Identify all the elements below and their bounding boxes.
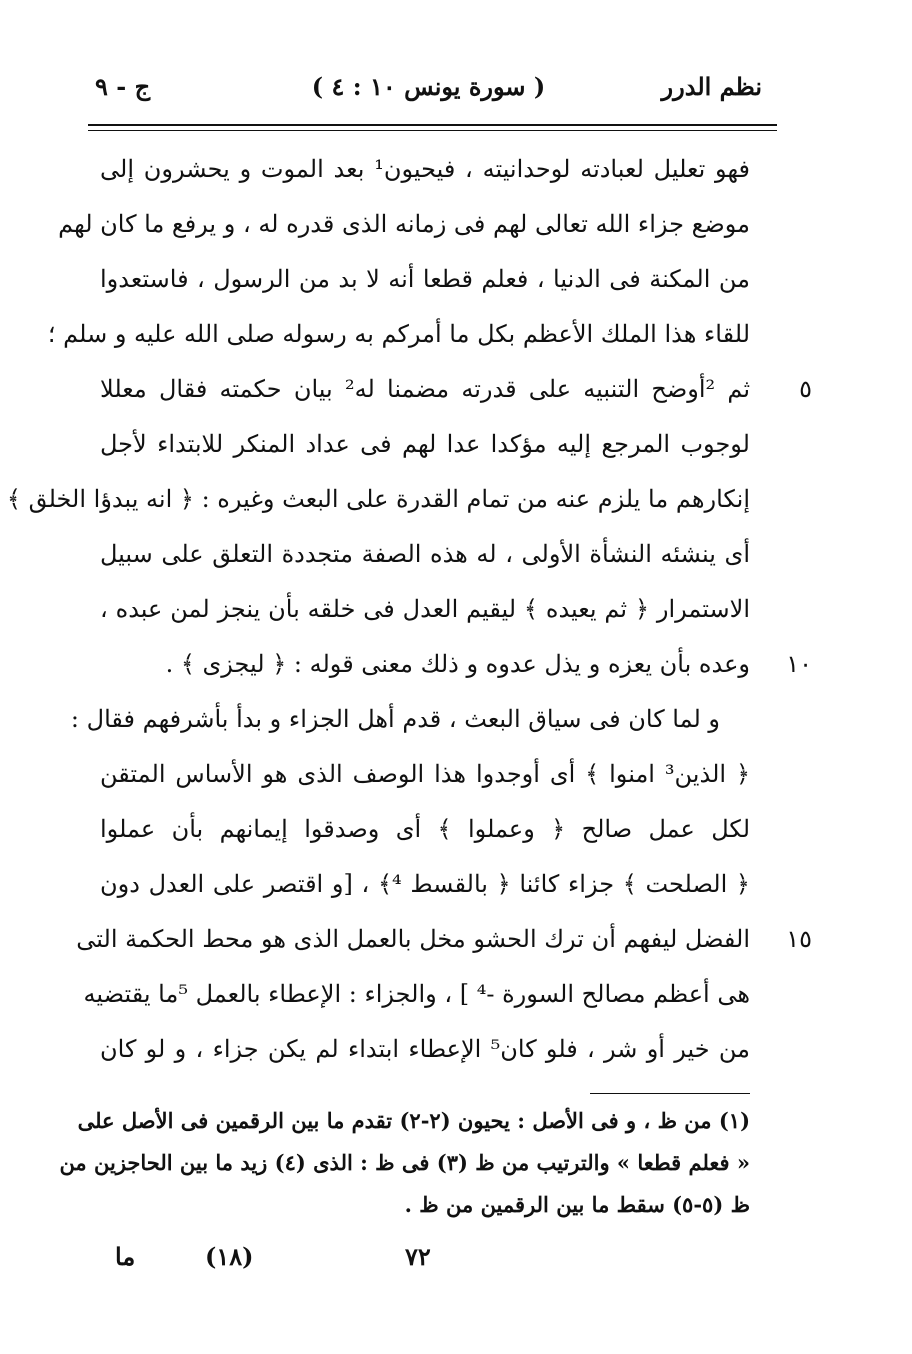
signature-mark: (١٨) [205,1242,254,1271]
text-line: الفضل ليفهم أن ترك الحشو مخل بالعمل الذى هو محط الحكمة التى ١٥ [100,912,750,967]
footnote-line: (١) من ظ ، و فى الأصل : يحيون (٢-٢) تقدم ما بين الرقمين فى الأصل على [77,1108,750,1133]
text-line: لوجوب المرجع إليه مؤكدا عدا لهم فى عداد المنكر للابتداء لأجل [100,430,750,458]
text-line: من خير أو شر ، فلو كان⁵ الإعطاء ابتداء لم يكن جزاء ، و لو كان [100,1035,750,1063]
text-line: موضع جزاء الله تعالى لهم فى زمانه الذى قدره له ، و يرفع ما كان لهم [58,210,750,238]
text-line: ثم ²أوضح التنبيه على قدرته مضمنا له² بيان حكمته فقال معللا ٥ [100,362,750,417]
line-number: ٥ [799,375,812,403]
text-line: أى ينشئه النشأة الأولى ، له هذه الصفة متجددة التعلق على سبيل [100,540,750,568]
line-number: ١٥ [786,925,812,953]
main-text [6,142,812,1077]
text-line: وعده بأن يعزه و يذل عدوه و ذلك معنى قوله : ﴿ ليجزى ﴾ . ١٠ [100,637,750,692]
text-line: هى أعظم مصالح السورة -⁴ ] ، والجزاء : الإعطاء بالعمل ⁵ما يقتضيه [83,980,750,1008]
header-rule-thick [88,124,777,126]
footnote-line: « فعلم قطعا » والترتيب من ظ (٣) فى ظ : الذى (٤) زيد ما بين الحاجزين من [59,1150,750,1175]
text-line: ﴿ الصلحت ﴾ جزاء كائنا ﴿ بالقسط ⁴﴾ ، [و اقتصر على العدل دون [100,870,750,898]
footnote-rule [590,1093,750,1094]
text-line: لكل عمل صالح ﴿ وعملوا ﴾ أى وصدقوا إيمانهم بأن عملوا [100,815,751,843]
volume-label: ج - ٩ [95,72,151,101]
text-line: للقاء هذا الملك الأعظم بكل ما أمركم به رسوله صلى الله عليه و سلم ؛ [47,320,750,348]
text-line: من المكنة فى الدنيا ، فعلم قطعا أنه لا بد من الرسول ، فاستعدوا [100,265,750,293]
text-line: الاستمرار ﴿ ثم يعيده ﴾ ليقيم العدل فى خلقه بأن ينجز لمن عبده ، [100,595,751,623]
text-line: ﴿ الذين³ امنوا ﴾ أى أوجدوا هذا الوصف الذى هو الأساس المتقن [100,760,751,788]
text-line: فهو تعليل لعبادته لوحدانيته ، فيحيون¹ بعد الموت و يحشرون إلى [100,155,750,183]
footnotes [59,1100,750,1226]
surah-reference: ( سورة يونس ١٠ : ٤ ) [311,72,546,101]
catchword: ما [115,1242,136,1271]
header-rule-thin [88,130,777,131]
footnote-line: ظ (٥-٥) سقط ما بين الرقمين من ظ . [404,1192,750,1217]
text-line: إنكارهم ما يلزم عنه من تمام القدرة على البعث وغيره : ﴿ انه يبدؤا الخلق ﴾ [6,485,750,513]
text-line: و لما كان فى سياق البعث ، قدم أهل الجزاء و بدأ بأشرفهم فقال : [70,705,720,733]
running-header [95,72,762,112]
book-title: نظم الدرر [661,72,762,101]
page-number: ٧٢ [405,1242,431,1271]
line-number: ١٠ [786,650,812,678]
